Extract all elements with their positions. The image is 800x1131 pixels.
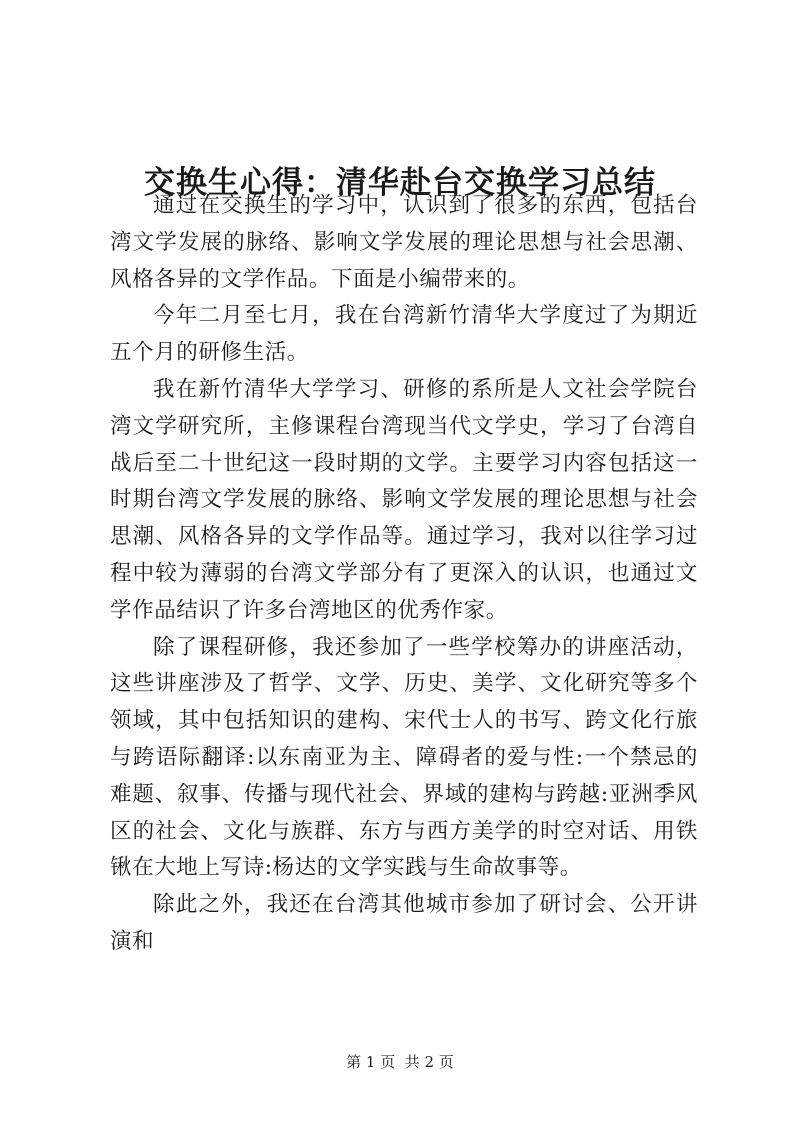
paragraph-study-period: 今年二月至七月，我在台湾新竹清华大学度过了为期近五个月的研修生活。 — [110, 303, 698, 366]
paragraph-courses: 我在新竹清华大学学习、研修的系所是人文社会学院台湾文学研究所，主修课程台湾现当代文学史，学习了台湾自战后至二十世纪这一段时期的文学。主要学习内容包括这一时期台湾文学发展的脉络、影响文学发展的理论思想与社会思潮、风格各异的文学作品等。通过学习，我对以往学习过程中较为薄弱的台湾文学部分有了更深入的认识，也通过文学作品结识了许多台湾地区的优秀作家。 — [110, 376, 698, 623]
paragraph-other-activities: 除此之外，我还在台湾其他城市参加了研讨会、公开讲演和 — [110, 892, 698, 954]
document-title: 交换生心得：清华赴台交换学习总结 — [144, 164, 656, 201]
paragraph-intro: 通过在交换生的学习中，认识到了很多的东西，包括台湾文学发展的脉络、影响文学发展的理论思想与社会思潮、风格各异的文学作品。下面是小编带来的。 — [110, 193, 698, 292]
document-body — [110, 188, 698, 961]
paragraph-lectures: 除了课程研修，我还参加了一些学校筹办的讲座活动，这些讲座涉及了哲学、文学、历史、美学、文化研究等多个领域，其中包括知识的建构、宋代士人的书写、跨文化行旅与跨语际翻译:以东南亚为主、障碍者的爱与性:一个禁忌的难题、叙事、传播与现代社会、界域的建构与跨越:亚洲季风区的社会、文化与族群、东方与西方美学的时空对话、用铁锹在大地上写诗:杨达的文学实践与生命故事等。 — [110, 634, 698, 881]
page-footer — [0, 1050, 800, 1074]
page-number: 第 1 页 共 2 页 — [346, 1053, 454, 1071]
